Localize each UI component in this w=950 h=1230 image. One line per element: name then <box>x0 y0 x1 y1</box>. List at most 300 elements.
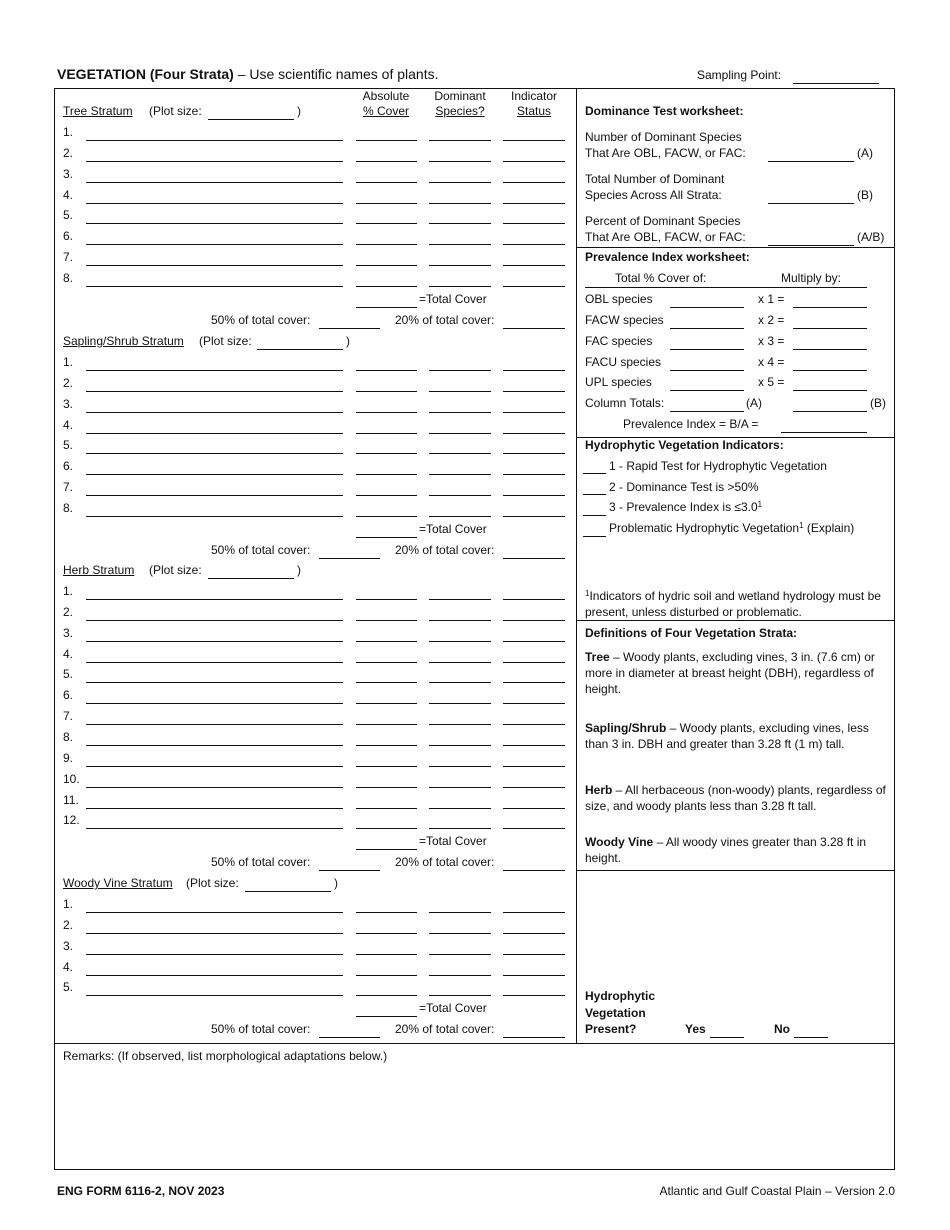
tree-stratum-title: Tree Stratum <box>63 104 133 118</box>
herb-dominant-field[interactable] <box>429 808 491 809</box>
prevalence-product-field[interactable] <box>793 349 867 350</box>
present-no-label: No <box>774 1022 790 1036</box>
tree-indicator-field[interactable] <box>503 244 565 245</box>
tree-fifty-field[interactable] <box>319 328 380 329</box>
vine-dominant-field[interactable] <box>429 912 491 913</box>
tree-dominant-field[interactable] <box>429 286 491 287</box>
definition-sapling <box>585 720 890 752</box>
present-yes-label: Yes <box>685 1022 706 1036</box>
herb-stratum-title: Herb Stratum <box>63 563 135 577</box>
prevalence-product-field[interactable] <box>793 370 867 371</box>
remarks-area[interactable] <box>60 1070 890 1165</box>
remarks-divider <box>54 1043 895 1044</box>
herb-species-field[interactable] <box>86 641 343 642</box>
form-title <box>57 66 438 82</box>
tree-indicator-field[interactable] <box>503 265 565 266</box>
herb-cover-field[interactable] <box>356 641 417 642</box>
prevalence-multiplier: x 2 = <box>758 312 785 327</box>
herb-row-number: 6. <box>63 688 74 703</box>
herb-species-field[interactable] <box>86 662 343 663</box>
herb-plot-size-label: (Plot size: <box>149 563 202 577</box>
sampling-point-field[interactable] <box>793 83 879 84</box>
herb-dominant-field[interactable] <box>429 766 491 767</box>
vine-cover-field[interactable] <box>356 995 417 996</box>
tree-species-field[interactable] <box>86 286 343 287</box>
sapling-plot-size-field[interactable] <box>257 349 343 350</box>
sapling-row-number: 5. <box>63 438 74 453</box>
herb-cover-field[interactable] <box>356 620 417 621</box>
prevalence-multiplier: x 5 = <box>758 375 785 390</box>
herb-row-number: 7. <box>63 709 74 724</box>
column-divider <box>576 88 577 1043</box>
sapling-cover-field[interactable] <box>356 516 417 517</box>
herb-dominant-field[interactable] <box>429 787 491 788</box>
sapling-cover-field[interactable] <box>356 474 417 475</box>
tree-cover-field[interactable] <box>356 286 417 287</box>
herb-indicator-field[interactable] <box>503 599 565 600</box>
vine-species-field[interactable] <box>86 954 343 955</box>
dominance-ab-field[interactable] <box>768 245 854 246</box>
herb-species-field[interactable] <box>86 787 343 788</box>
present-no-field[interactable] <box>794 1037 828 1038</box>
sapling-indicator-field[interactable] <box>503 516 565 517</box>
tree-species-field[interactable] <box>86 203 343 204</box>
vine-cover-field[interactable] <box>356 933 417 934</box>
herb-row-number: 11. <box>63 792 79 807</box>
tree-row-number: 7. <box>63 250 74 265</box>
dominance-b-field[interactable] <box>768 203 854 204</box>
tree-species-field[interactable] <box>86 140 343 141</box>
sampling-point-label: Sampling Point: <box>697 68 782 82</box>
vine-row-number: 4. <box>63 959 74 974</box>
definition-vine <box>585 834 890 866</box>
herb-indicator-field[interactable] <box>503 828 565 829</box>
herb-indicator-field[interactable] <box>503 766 565 767</box>
prevalence-multiplier: x 3 = <box>758 333 785 348</box>
herb-indicator-field[interactable] <box>503 641 565 642</box>
definition-sapling-term: Sapling/Shrub <box>585 721 667 735</box>
definition-tree-text: – Woody plants, excluding vines, 3 in. (7.6 cm) or more in diameter at breast height (DBH), regardless of height. <box>585 650 875 696</box>
prevalence-cover-field[interactable] <box>670 390 744 391</box>
vine-cover-field[interactable] <box>356 912 417 913</box>
herb-row-number: 9. <box>63 750 74 765</box>
vine-total-cover-field[interactable] <box>356 1016 417 1017</box>
herb-row-number: 5. <box>63 667 74 682</box>
vine-twenty-label: 20% of total cover: <box>395 1022 495 1037</box>
tree-species-field[interactable] <box>86 182 343 183</box>
definition-herb <box>585 782 890 814</box>
herb-row-number: 12. <box>63 813 80 828</box>
present-line2: Vegetation <box>585 1006 646 1020</box>
prevalence-cover-field[interactable] <box>670 349 744 350</box>
vine-row-number: 1. <box>63 897 74 911</box>
vine-row-number: 3. <box>63 938 74 953</box>
indicator-3-check[interactable] <box>583 515 606 516</box>
sapling-dominant-field[interactable] <box>429 516 491 517</box>
vine-indicator-field[interactable] <box>503 912 565 913</box>
tree-twenty-field[interactable] <box>503 328 565 329</box>
sapling-row-number: 6. <box>63 459 74 474</box>
sapling-twenty-label: 20% of total cover: <box>395 542 495 557</box>
dominance-q3-line2: That Are OBL, FACW, or FAC: <box>585 230 746 244</box>
prevalence-cover-field[interactable] <box>670 370 744 371</box>
prevalence-product-field[interactable] <box>793 307 867 308</box>
sapling-fifty-field[interactable] <box>319 558 380 559</box>
sapling-cover-field[interactable] <box>356 412 417 413</box>
indicator-4-sup: 1 <box>799 521 804 530</box>
sapling-total-cover-field[interactable] <box>356 537 417 538</box>
form-title-rest: – Use scientific names of plants. <box>233 66 439 82</box>
herb-total-cover-field[interactable] <box>356 849 417 850</box>
tree-indicator-field[interactable] <box>503 161 565 162</box>
herb-species-field[interactable] <box>86 745 343 746</box>
tree-species-field[interactable] <box>86 161 343 162</box>
vine-twenty-field[interactable] <box>503 1037 565 1038</box>
tree-cover-field[interactable] <box>356 265 417 266</box>
sapling-total-cover-label: =Total Cover <box>419 521 487 536</box>
herb-cover-field[interactable] <box>356 766 417 767</box>
indicators-divider <box>576 620 895 621</box>
tree-row-number: 3. <box>63 166 74 181</box>
dominance-title: Dominance Test worksheet: <box>585 104 744 118</box>
tree-indicator-field[interactable] <box>503 223 565 224</box>
vine-cover-field[interactable] <box>356 975 417 976</box>
sapling-row-number: 7. <box>63 480 74 495</box>
sapling-species-field[interactable] <box>86 412 343 413</box>
vine-dominant-field[interactable] <box>429 975 491 976</box>
sapling-cover-field[interactable] <box>356 433 417 434</box>
vine-total-cover-label: =Total Cover <box>419 1001 487 1016</box>
sapling-species-field[interactable] <box>86 516 343 517</box>
definition-vine-term: Woody Vine <box>585 835 654 849</box>
herb-dominant-field[interactable] <box>429 724 491 725</box>
sapling-row-number: 8. <box>63 500 74 515</box>
sapling-indicator-field[interactable] <box>503 391 565 392</box>
remarks-label: Remarks: (If observed, list morphological adaptations below.) <box>63 1049 388 1063</box>
herb-cover-field[interactable] <box>356 599 417 600</box>
vine-indicator-field[interactable] <box>503 995 565 996</box>
prevalence-index-field[interactable] <box>781 432 867 433</box>
vine-indicator-field[interactable] <box>503 954 565 955</box>
herb-species-field[interactable] <box>86 703 343 704</box>
column-total-a-tag: (A) <box>746 396 762 410</box>
herb-cover-field[interactable] <box>356 808 417 809</box>
vine-species-field[interactable] <box>86 995 343 996</box>
herb-cover-field[interactable] <box>356 703 417 704</box>
herb-cover-field[interactable] <box>356 787 417 788</box>
definition-tree-term: Tree <box>585 650 610 664</box>
tree-row-number: 2. <box>63 145 74 160</box>
tree-species-field[interactable] <box>86 265 343 266</box>
indicator-2-check[interactable] <box>583 494 606 495</box>
tree-row-number: 5. <box>63 208 74 223</box>
herb-cover-field[interactable] <box>356 745 417 746</box>
herb-species-field[interactable] <box>86 682 343 683</box>
herb-dominant-field[interactable] <box>429 682 491 683</box>
prevalence-product-field[interactable] <box>793 328 867 329</box>
sapling-indicator-field[interactable] <box>503 495 565 496</box>
sapling-twenty-field[interactable] <box>503 558 565 559</box>
indicators-title: Hydrophytic Vegetation Indicators: <box>585 438 784 452</box>
vine-species-field[interactable] <box>86 933 343 934</box>
sapling-dominant-field[interactable] <box>429 433 491 434</box>
absolute-cover-header-1: Absolute <box>362 89 410 103</box>
dominance-q3-line1: Percent of Dominant Species <box>585 214 741 228</box>
herb-cover-field[interactable] <box>356 724 417 725</box>
dominance-q1-line2: That Are OBL, FACW, or FAC: <box>585 146 746 160</box>
tree-fifty-label: 50% of total cover: <box>211 312 311 327</box>
sapling-indicator-field[interactable] <box>503 433 565 434</box>
vine-dominant-field[interactable] <box>429 954 491 955</box>
definitions-title: Definitions of Four Vegetation Strata: <box>585 626 798 640</box>
vine-fifty-field[interactable] <box>319 1037 380 1038</box>
present-yes-field[interactable] <box>710 1037 744 1038</box>
herb-dominant-field[interactable] <box>429 620 491 621</box>
indicator-status-header-1: Indicator <box>510 89 558 103</box>
vine-fifty-label: 50% of total cover: <box>211 1022 311 1037</box>
sapling-species-field[interactable] <box>86 453 343 454</box>
prevalence-cover-field[interactable] <box>670 307 744 308</box>
definition-sapling-text: – Woody plants, excluding vines, less than 3 in. DBH and greater than 3.28 ft (1 m) tall. <box>585 721 869 751</box>
indicator-3-text: 3 - Prevalence Index is ≤3.0 <box>609 500 758 514</box>
prevalence-title: Prevalence Index worksheet: <box>585 250 750 264</box>
herb-row-number: 8. <box>63 729 74 744</box>
tree-twenty-label: 20% of total cover: <box>395 312 495 327</box>
indicator-4-check[interactable] <box>583 536 606 537</box>
vine-species-field[interactable] <box>86 975 343 976</box>
vine-species-field[interactable] <box>86 912 343 913</box>
vine-row-number: 5. <box>63 980 74 995</box>
sapling-indicator-field[interactable] <box>503 370 565 371</box>
herb-indicator-field[interactable] <box>503 662 565 663</box>
sapling-dominant-field[interactable] <box>429 495 491 496</box>
vine-indicator-field[interactable] <box>503 975 565 976</box>
herb-dominant-field[interactable] <box>429 599 491 600</box>
tree-indicator-field[interactable] <box>503 182 565 183</box>
sapling-plot-size-label: (Plot size: <box>199 334 252 348</box>
tree-cover-field[interactable] <box>356 140 417 141</box>
sapling-row-number: 4. <box>63 417 74 432</box>
prevalence-row-label: OBL species <box>585 292 653 306</box>
dominance-a-tag: (A) <box>857 146 873 160</box>
sapling-cover-field[interactable] <box>356 495 417 496</box>
sapling-species-field[interactable] <box>86 474 343 475</box>
herb-row-number: 4. <box>63 646 74 661</box>
absolute-cover-header-2: % Cover <box>362 104 409 118</box>
dominance-divider <box>576 247 895 248</box>
herb-dominant-field[interactable] <box>429 703 491 704</box>
tree-dominant-field[interactable] <box>429 223 491 224</box>
tree-cover-field[interactable] <box>356 244 417 245</box>
vine-plot-size-label: (Plot size: <box>186 876 239 890</box>
herb-fifty-field[interactable] <box>319 870 380 871</box>
dominance-q2-line1: Total Number of Dominant <box>585 172 725 186</box>
footnote-sup: 1 <box>585 589 590 598</box>
herb-dominant-field[interactable] <box>429 641 491 642</box>
indicators-footnote <box>585 588 895 620</box>
vine-indicator-field[interactable] <box>503 933 565 934</box>
tree-cover-field[interactable] <box>356 203 417 204</box>
sapling-cover-field[interactable] <box>356 391 417 392</box>
indicator-1-label: 1 - Rapid Test for Hydrophytic Vegetation <box>609 459 827 473</box>
definitions-divider <box>576 870 895 871</box>
herb-row-number: 2. <box>63 604 74 619</box>
herb-species-field[interactable] <box>86 766 343 767</box>
column-totals-label: Column Totals: <box>585 396 665 410</box>
tree-total-cover-label: =Total Cover <box>419 291 487 306</box>
herb-row-number: 10. <box>63 771 80 786</box>
sapling-indicator-field[interactable] <box>503 453 565 454</box>
tree-species-field[interactable] <box>86 223 343 224</box>
vine-plot-size-close: ) <box>334 876 338 890</box>
tree-dominant-field[interactable] <box>429 161 491 162</box>
sapling-row-number: 2. <box>63 375 74 390</box>
sapling-cover-field[interactable] <box>356 370 417 371</box>
herb-cover-field[interactable] <box>356 662 417 663</box>
footnote-text: Indicators of hydric soil and wetland hydrology must be present, unless disturbed or problematic. <box>585 589 881 619</box>
tree-indicator-field[interactable] <box>503 140 565 141</box>
tree-dominant-field[interactable] <box>429 265 491 266</box>
herb-species-field[interactable] <box>86 620 343 621</box>
definition-tree <box>585 649 890 697</box>
sapling-dominant-field[interactable] <box>429 391 491 392</box>
sapling-dominant-field[interactable] <box>429 474 491 475</box>
present-line3: Present? <box>585 1022 637 1036</box>
prevalence-product-field[interactable] <box>793 390 867 391</box>
herb-twenty-label: 20% of total cover: <box>395 855 495 870</box>
dominant-species-header-1: Dominant <box>434 89 486 103</box>
prevalence-index-label: Prevalence Index = B/A = <box>623 417 759 431</box>
indicator-4-explain: (Explain) <box>803 521 855 535</box>
tree-plot-size-label: (Plot size: <box>149 104 202 118</box>
prevalence-col2: Multiply by: <box>781 271 842 285</box>
tree-row-number: 1. <box>63 125 74 139</box>
sapling-fifty-label: 50% of total cover: <box>211 542 311 557</box>
prevalence-cover-field[interactable] <box>670 328 744 329</box>
definition-herb-text: – All herbaceous (non-woody) plants, regardless of size, and woody plants less than 3.28 ft tall. <box>585 783 886 813</box>
indicator-1-check[interactable] <box>583 473 606 474</box>
tree-cover-field[interactable] <box>356 223 417 224</box>
tree-indicator-field[interactable] <box>503 286 565 287</box>
herb-cover-field[interactable] <box>356 682 417 683</box>
tree-plot-size-field[interactable] <box>208 119 294 120</box>
tree-dominant-field[interactable] <box>429 182 491 183</box>
dominance-b-tag: (B) <box>857 188 873 202</box>
herb-indicator-field[interactable] <box>503 745 565 746</box>
tree-dominant-field[interactable] <box>429 140 491 141</box>
indicator-3-label <box>609 500 762 514</box>
tree-cover-field[interactable] <box>356 182 417 183</box>
sapling-species-field[interactable] <box>86 495 343 496</box>
indicator-4-text: Problematic Hydrophytic Vegetation <box>609 521 800 535</box>
tree-indicator-field[interactable] <box>503 203 565 204</box>
tree-row-number: 6. <box>63 229 74 244</box>
column-total-a-field[interactable] <box>670 411 744 412</box>
sapling-cover-field[interactable] <box>356 453 417 454</box>
definition-vine-text: – All woody vines greater than 3.28 ft in height. <box>585 835 867 865</box>
prevalence-col1: Total % Cover of: <box>615 271 707 285</box>
herb-indicator-field[interactable] <box>503 682 565 683</box>
herb-indicator-field[interactable] <box>503 787 565 788</box>
sapling-dominant-field[interactable] <box>429 412 491 413</box>
herb-twenty-field[interactable] <box>503 870 565 871</box>
indicator-3-sup: 1 <box>757 500 763 509</box>
sapling-plot-size-close: ) <box>346 334 350 348</box>
tree-cover-field[interactable] <box>356 161 417 162</box>
herb-dominant-field[interactable] <box>429 662 491 663</box>
dominance-q2-line2: Species Across All Strata: <box>585 188 722 202</box>
herb-dominant-field[interactable] <box>429 745 491 746</box>
prevalence-row-label: FAC species <box>585 333 653 348</box>
herb-fifty-label: 50% of total cover: <box>211 855 311 870</box>
tree-species-field[interactable] <box>86 244 343 245</box>
vine-dominant-field[interactable] <box>429 933 491 934</box>
definition-herb-term: Herb <box>585 783 613 797</box>
tree-row-number: 8. <box>63 270 74 285</box>
tree-row-number: 4. <box>63 187 74 202</box>
herb-dominant-field[interactable] <box>429 828 491 829</box>
herb-row-number: 3. <box>63 625 74 640</box>
tree-total-cover-field[interactable] <box>356 307 417 308</box>
herb-species-field[interactable] <box>86 599 343 600</box>
herb-indicator-field[interactable] <box>503 808 565 809</box>
footer-form-id: ENG FORM 6116-2, NOV 2023 <box>57 1184 225 1198</box>
herb-plot-size-field[interactable] <box>208 578 294 579</box>
vine-plot-size-field[interactable] <box>245 891 331 892</box>
herb-indicator-field[interactable] <box>503 703 565 704</box>
sapling-indicator-field[interactable] <box>503 412 565 413</box>
dominance-ab-tag: (A/B) <box>857 230 885 244</box>
herb-row-number: 1. <box>63 584 74 598</box>
indicator-4-label <box>609 521 854 535</box>
prevalence-header-rule <box>585 287 867 288</box>
indicator-status-header-2: Status <box>516 104 552 118</box>
herb-plot-size-close: ) <box>297 563 301 577</box>
dominance-a-field[interactable] <box>768 161 854 162</box>
sapling-row-number: 3. <box>63 396 74 411</box>
herb-species-field[interactable] <box>86 808 343 809</box>
herb-total-cover-label: =Total Cover <box>419 834 487 849</box>
sapling-dominant-field[interactable] <box>429 453 491 454</box>
sapling-species-field[interactable] <box>86 391 343 392</box>
prevalence-multiplier: x 4 = <box>758 354 785 369</box>
herb-indicator-field[interactable] <box>503 620 565 621</box>
sapling-indicator-field[interactable] <box>503 474 565 475</box>
prevalence-multiplier: x 1 = <box>758 292 785 306</box>
vine-cover-field[interactable] <box>356 954 417 955</box>
herb-species-field[interactable] <box>86 724 343 725</box>
vine-stratum-title: Woody Vine Stratum <box>63 876 173 890</box>
column-total-b-field[interactable] <box>793 411 867 412</box>
footer-region-version: Atlantic and Gulf Coastal Plain – Version 2.0 <box>659 1184 895 1198</box>
prevalence-row-label: FACU species <box>585 354 662 369</box>
dominance-q1-line1: Number of Dominant Species <box>585 130 742 144</box>
prevalence-row-label: UPL species <box>585 375 652 390</box>
sapling-row-number: 1. <box>63 355 74 369</box>
sapling-species-field[interactable] <box>86 370 343 371</box>
tree-plot-size-close: ) <box>297 104 301 118</box>
herb-indicator-field[interactable] <box>503 724 565 725</box>
vine-dominant-field[interactable] <box>429 995 491 996</box>
tree-dominant-field[interactable] <box>429 203 491 204</box>
sapling-dominant-field[interactable] <box>429 370 491 371</box>
present-line1: Hydrophytic <box>585 989 656 1003</box>
herb-species-field[interactable] <box>86 828 343 829</box>
herb-cover-field[interactable] <box>356 828 417 829</box>
sapling-species-field[interactable] <box>86 433 343 434</box>
tree-dominant-field[interactable] <box>429 244 491 245</box>
sapling-stratum-title: Sapling/Shrub Stratum <box>63 334 184 348</box>
